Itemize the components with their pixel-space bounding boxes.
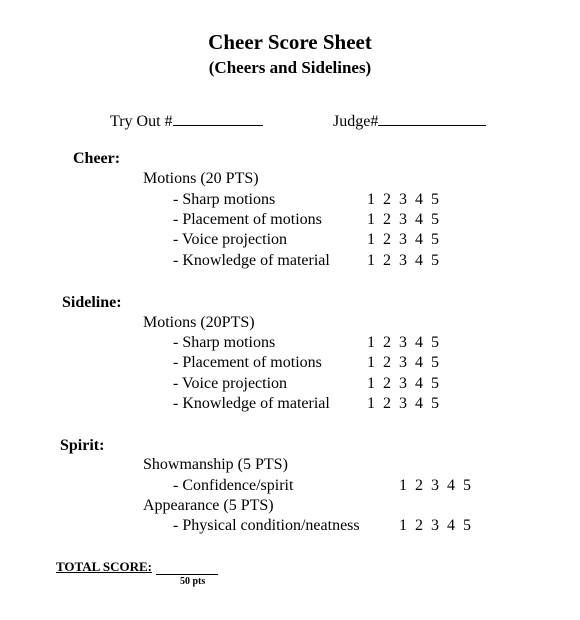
- group-heading-showmanship: Showmanship (5 PTS): [143, 456, 288, 473]
- rating-scale[interactable]: 1 2 3 4 5: [367, 375, 439, 392]
- criterion-label: - Confidence/spirit: [173, 477, 294, 494]
- criterion-label: - Sharp motions: [173, 334, 276, 351]
- rating-scale[interactable]: 1 2 3 4 5: [367, 191, 439, 208]
- section-heading-sideline: Sideline:: [62, 294, 122, 311]
- judge-number-label: Judge#: [333, 113, 379, 130]
- section-heading-spirit: Spirit:: [60, 437, 105, 454]
- total-score-points: 50 pts: [180, 576, 206, 587]
- criterion-label: - Voice projection: [173, 231, 288, 248]
- criterion-label: - Sharp motions: [173, 191, 276, 208]
- rating-scale[interactable]: 1 2 3 4 5: [399, 477, 471, 494]
- tryout-number-label: Try Out #: [110, 113, 173, 130]
- criterion-label: - Voice projection: [173, 375, 288, 392]
- total-score-label: TOTAL SCORE:: [56, 559, 152, 574]
- tryout-number-field[interactable]: [110, 109, 263, 131]
- group-heading-sideline-motions: Motions (20PTS): [143, 314, 255, 331]
- criterion-label: - Knowledge of material: [173, 395, 330, 412]
- judge-number-blank[interactable]: [378, 109, 486, 126]
- group-heading-appearance: Appearance (5 PTS): [143, 497, 274, 514]
- rating-scale[interactable]: 1 2 3 4 5: [367, 354, 439, 371]
- criterion-label: - Physical condition/neatness: [173, 517, 360, 534]
- group-heading-cheer-motions: Motions (20 PTS): [143, 170, 259, 187]
- judge-number-field[interactable]: [333, 109, 486, 131]
- rating-scale[interactable]: 1 2 3 4 5: [399, 517, 471, 534]
- rating-scale[interactable]: 1 2 3 4 5: [367, 334, 439, 351]
- rating-scale[interactable]: 1 2 3 4 5: [367, 252, 439, 269]
- section-heading-cheer: Cheer:: [73, 150, 121, 167]
- rating-scale[interactable]: 1 2 3 4 5: [367, 231, 439, 248]
- rating-scale[interactable]: 1 2 3 4 5: [367, 395, 439, 412]
- rating-scale[interactable]: 1 2 3 4 5: [367, 211, 439, 228]
- total-score-blank[interactable]: [156, 573, 218, 575]
- criterion-label: - Placement of motions: [173, 211, 322, 228]
- criterion-label: - Placement of motions: [173, 354, 322, 371]
- criterion-label: - Knowledge of material: [173, 252, 330, 269]
- page-title: Cheer Score Sheet: [208, 30, 372, 54]
- tryout-number-blank[interactable]: [173, 109, 263, 126]
- page-subtitle: (Cheers and Sidelines): [208, 58, 372, 77]
